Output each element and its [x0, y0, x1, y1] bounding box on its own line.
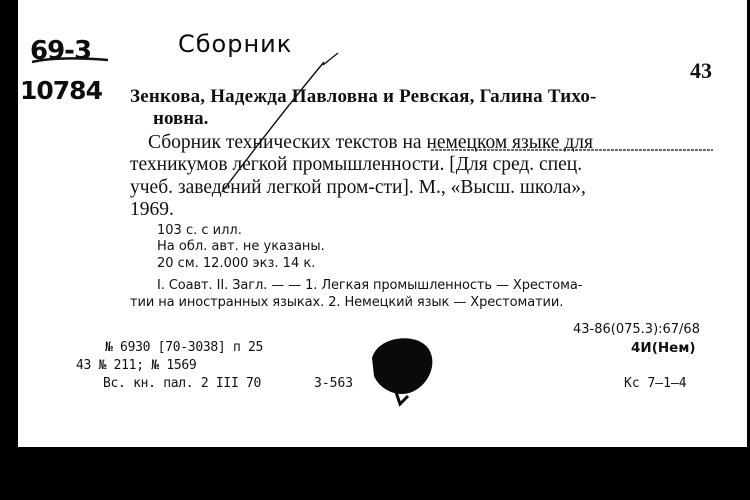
- handwritten-shelfmark-top: 69-3: [30, 36, 92, 66]
- title-line-1: Сборник технических текстов на немецком языке для: [148, 132, 593, 153]
- price-code: Кс 7—1—4: [624, 376, 687, 391]
- catalog-card: [18, 0, 750, 447]
- pages-info: 103 с. с илл.: [157, 223, 242, 238]
- format-info: 20 см. 12.000 экз. 14 к.: [157, 256, 316, 271]
- handwritten-subject-note: Сборник: [178, 30, 293, 58]
- book-chamber-line: Вс. кн. пал. 2 III 70: [103, 376, 262, 391]
- order-line: № 6930 [70-3038] п 25: [105, 340, 264, 355]
- authors-line-1: Зенкова, Надежда Павловна и Ревская, Галина Тихо-: [130, 86, 597, 107]
- list-line: 43 № 211; № 1569: [76, 358, 197, 373]
- bbk-index: 4И(Нем): [631, 340, 696, 356]
- card-number: 43: [690, 58, 712, 83]
- title-line-2: техникумов легкой промышленности. [Для сред. спец.: [130, 154, 583, 175]
- title-line-4: 1969.: [130, 199, 174, 220]
- authors-line-2: новна.: [153, 108, 209, 129]
- note-authors: На обл. авт. не указаны.: [157, 239, 325, 254]
- tracings-line-2: тии на иностранных языках. 2. Немецкий язык — Хрестоматии.: [130, 295, 564, 310]
- title-line-3: учеб. заведений легкой пром-сти]. М., «Высш. школа»,: [130, 177, 586, 198]
- handwritten-shelfmark-bottom: 10784: [20, 76, 102, 105]
- udc-index: 43-86(075.3):67/68: [573, 322, 700, 337]
- tracings-line-1: I. Соавт. II. Загл. — — 1. Легкая промышленность — Хрестома-: [157, 278, 583, 293]
- print-code: З-563: [314, 376, 354, 391]
- ink-stain: [372, 338, 432, 394]
